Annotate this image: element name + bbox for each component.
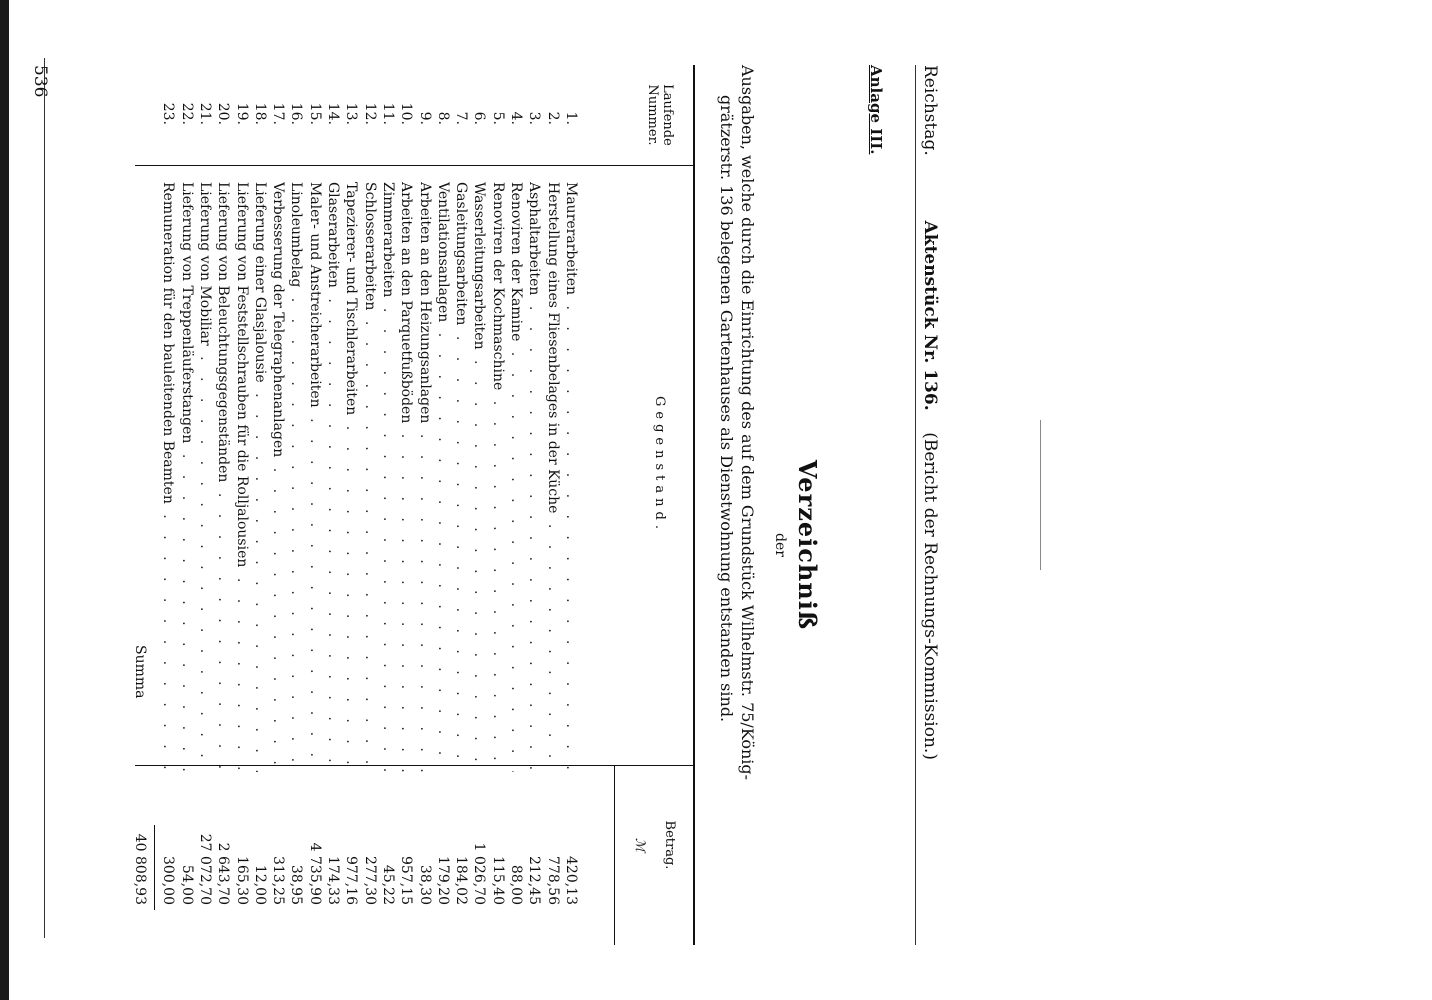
row-number: 8.: [434, 111, 451, 125]
row-number: 2.: [544, 111, 561, 125]
table-row: [269, 65, 287, 945]
amount-header-rule: [614, 765, 615, 945]
row-number: 6.: [471, 111, 488, 125]
sum-label: Summa: [132, 645, 148, 699]
intro-text: [716, 65, 758, 945]
row-description: Lieferung von Beleuchtungsgegenständen . . .: [214, 182, 232, 772]
row-amount: 27 072,70: [197, 833, 213, 905]
table-row: [233, 65, 251, 945]
row-amount: 38,30: [416, 864, 433, 905]
row-amount: 313,25: [270, 856, 287, 905]
row-description: Maler- und Anstreicherarbeiten . . .: [306, 182, 324, 772]
header-amount: Betrag.: [662, 820, 677, 870]
row-amount: 977,16: [343, 856, 360, 905]
row-description: Maurerarbeiten . . .: [562, 182, 580, 772]
row-amount: 12,00: [251, 864, 268, 905]
row-description: Wasserleitungsarbeiten . . .: [471, 182, 489, 772]
row-description: Linoleumbelag . . .: [288, 182, 306, 772]
row-description: Renoviren der Kochmaschine . . .: [489, 182, 507, 772]
row-number: 20.: [215, 102, 232, 125]
running-head-publisher: Reichstag.: [920, 65, 940, 156]
row-description: Gasleitungsarbeiten . . .: [452, 182, 470, 772]
table-row: [251, 65, 269, 945]
digitization-credit: [1410, 20, 1432, 400]
row-amount: 45,22: [380, 864, 396, 905]
row-number: 1.: [563, 111, 579, 125]
row-amount: 212,45: [526, 856, 543, 905]
row-amount: 38,95: [288, 864, 305, 905]
page-number: 536: [30, 65, 50, 98]
row-amount: 1 026,70: [471, 842, 488, 905]
page-title: Verzeichniß: [793, 459, 822, 631]
row-description: Arbeiten an den Heizungsanlagen . . .: [416, 182, 434, 772]
margin-line: [44, 58, 45, 938]
table-row: [544, 65, 562, 945]
header-currency: ℳ: [632, 838, 647, 852]
table-row: [379, 65, 397, 945]
row-number: 10.: [398, 102, 415, 125]
row-description: Remuneration für den bauleitenden Beamten . . .: [159, 182, 177, 772]
row-description: Lieferung von Treppenläuferstangen . . .: [178, 182, 196, 772]
table-row: [434, 65, 452, 945]
row-description: Schlosserarbeiten . . .: [361, 182, 379, 772]
running-head-note: (Bericht der Rechnungs-Kommission.): [920, 432, 940, 760]
row-amount: 179,20: [434, 856, 451, 905]
center-fold-mark: [1040, 420, 1041, 570]
row-description: Glaserarbeiten . . .: [324, 182, 342, 772]
row-description: Renoviren der Kamine . . .: [507, 182, 525, 772]
row-number: 5.: [489, 111, 506, 125]
row-number: 17.: [270, 102, 287, 125]
intro-line-1: Ausgaben, welche durch die Einrichtung des auf dem Grundstück Wilhelmstr. 75/König-: [738, 65, 757, 781]
row-number: 21.: [197, 102, 213, 125]
row-number: 13.: [343, 102, 360, 125]
table-top-rule: [693, 65, 695, 945]
table-row: [361, 65, 379, 945]
table-row: [288, 65, 306, 945]
title-sub: der: [772, 533, 788, 557]
row-amount: 4 735,90: [306, 842, 323, 905]
intro-line-2: grätzerstr. 136 belegenen Gartenhauses als Dienstwohnung entstanden sind.: [717, 95, 736, 723]
running-head-text: [920, 65, 940, 760]
header-number: Laufende Nummer.: [645, 84, 675, 146]
row-amount: 174,33: [325, 856, 342, 905]
row-amount: 165,30: [233, 856, 250, 905]
header-subject: Gegenstand.: [652, 396, 667, 534]
row-number: 4.: [508, 111, 525, 125]
sum-row: [130, 65, 150, 945]
table-row: [342, 65, 360, 945]
row-description: Tapezierer- und Tischlerarbeiten . . .: [342, 182, 360, 772]
appendix-label: Anlage III.: [867, 65, 885, 155]
table-row: [452, 65, 470, 945]
row-description: Lieferung von Mobiliar . . .: [196, 182, 214, 772]
row-number: 9.: [416, 111, 433, 125]
row-number: 12.: [361, 102, 378, 125]
row-amount: 88,00: [508, 864, 525, 905]
row-amount: 277,30: [361, 856, 378, 905]
row-amount: 957,15: [398, 856, 415, 905]
row-number: 7.: [453, 111, 470, 125]
table-row: [397, 65, 415, 945]
row-number: 11.: [380, 102, 396, 125]
row-description: Ventilationsanlagen . . .: [434, 182, 452, 772]
row-description: Asphaltarbeiten . . .: [525, 182, 543, 772]
table-row: [159, 65, 177, 945]
table-row: [416, 65, 434, 945]
rotated-page: [30, 65, 950, 935]
row-description: Verbesserung der Telegraphenanlagen . . .: [269, 182, 287, 772]
table-row: [196, 65, 214, 945]
row-amount: 54,00: [178, 864, 195, 905]
scan-edge: [0, 0, 9, 1000]
expense-table: [132, 65, 695, 945]
table-row: [471, 65, 489, 945]
table-row: [489, 65, 507, 945]
row-number: 3.: [526, 111, 543, 125]
row-number: 14.: [325, 102, 342, 125]
row-amount: 184,02: [453, 856, 470, 905]
sum-amount: 40 808,93: [132, 833, 148, 905]
sum-rule: [154, 825, 155, 910]
row-number: 22.: [178, 102, 195, 125]
table-row: [562, 65, 580, 945]
row-description: Lieferung von Feststellschrauben für die Rolljalousien . . .: [233, 182, 251, 772]
head-rule: [915, 65, 916, 945]
table-row: [507, 65, 525, 945]
table-row: [525, 65, 543, 945]
row-description: Zimmerarbeiten . . .: [379, 182, 397, 772]
row-amount: 115,40: [489, 856, 506, 905]
row-description: Arbeiten an den Parquetfußböden . . .: [397, 182, 415, 772]
row-amount: 778,56: [544, 856, 561, 905]
row-number: 18.: [251, 102, 268, 125]
table-row: [214, 65, 232, 945]
row-number: 23.: [160, 102, 177, 125]
row-description: Lieferung einer Glasjalousie . . .: [251, 182, 269, 772]
table-row: [178, 65, 196, 945]
table-row: [324, 65, 342, 945]
running-head-document: Aktenstück Nr. 136.: [920, 220, 940, 411]
row-number: 15.: [306, 102, 323, 125]
row-amount: 300,00: [160, 856, 177, 905]
row-number: 16.: [288, 102, 305, 125]
row-description: Herstellung eines Fliesenbelages in der Küche . . .: [544, 182, 562, 772]
row-number: 19.: [233, 102, 250, 125]
row-amount: 2 643,70: [215, 842, 232, 905]
row-amount: 420,13: [563, 856, 579, 905]
table-row: [306, 65, 324, 945]
